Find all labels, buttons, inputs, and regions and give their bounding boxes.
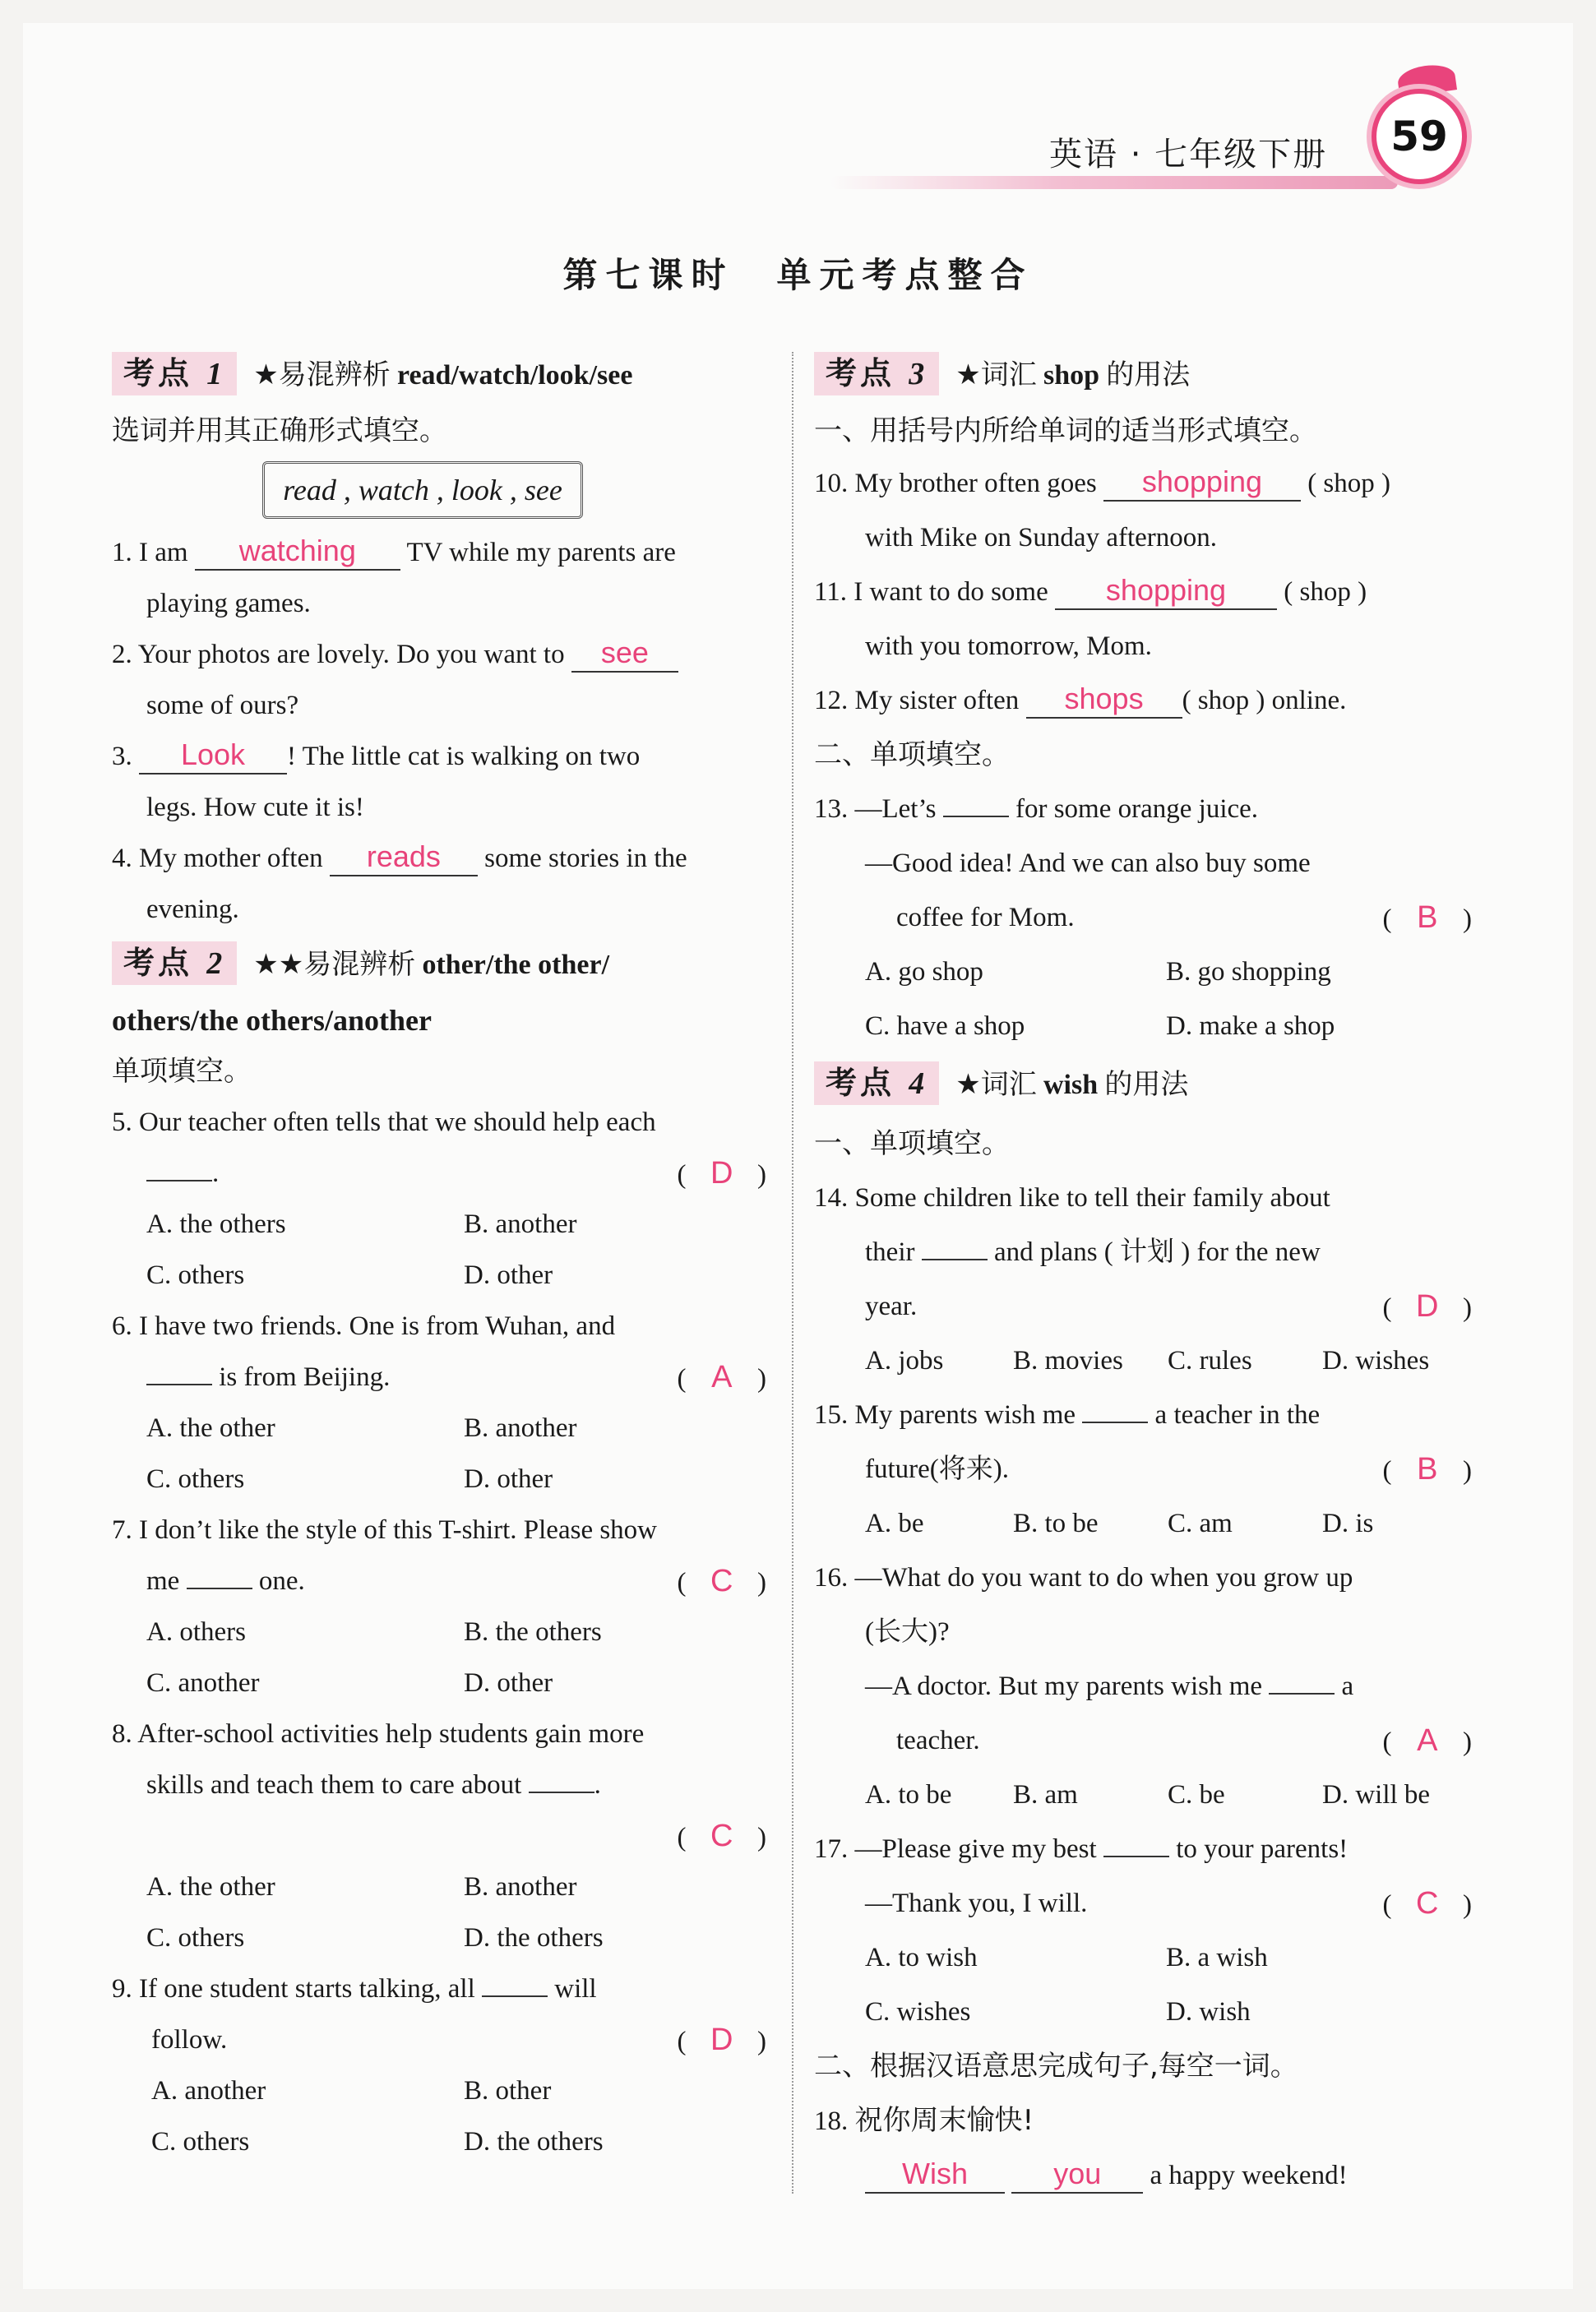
question-13: 13. —Let’s for some orange juice.	[814, 794, 1259, 824]
question-14-cont: their and plans ( 计划 ) for the new	[865, 1237, 1321, 1267]
options	[814, 1931, 1472, 1985]
question-9-cont: follow. ( D )	[112, 2014, 766, 2065]
word-box-row	[79, 456, 766, 527]
option-d[interactable]: D. is	[1322, 1509, 1374, 1538]
question-17-cont: —Thank you, I will. ( C )	[814, 1876, 1472, 1931]
question-13-cont: —Good idea! And we can also buy some	[865, 849, 1311, 878]
answer-bracket: ( C )	[677, 1564, 766, 1598]
option-c[interactable]: C. others	[151, 2127, 250, 2157]
point-2-heading-cont: others/the others/another	[112, 1004, 432, 1037]
question-3-cont: legs. How cute it is!	[146, 793, 364, 822]
question-1-cont: playing games.	[146, 589, 311, 618]
answer-blank[interactable]: reads	[330, 839, 478, 876]
answer-blank[interactable]: Look	[139, 737, 287, 775]
option-c[interactable]: C. others	[146, 1464, 245, 1494]
question-2: 2. Your photos are lovely. Do you want to see	[112, 629, 766, 680]
question-6-cont: is from Beijing. ( A )	[112, 1352, 766, 1403]
question-18: 18. 祝你周末愉快!	[814, 2104, 1034, 2137]
question-10: 10. My brother often goes shopping ( shop )	[814, 456, 1472, 511]
word-box: read , watch , look , see	[262, 461, 583, 519]
option-d[interactable]: D. other	[464, 1260, 553, 1290]
question-11: 11. I want to do some shopping ( shop )	[814, 565, 1472, 619]
point-tag: 考点 1	[112, 352, 237, 395]
options	[112, 1912, 766, 1963]
answer-bracket: ( D )	[677, 2023, 766, 2057]
question-7: 7. I don’t like the style of this T-shirt. Please show	[112, 1515, 658, 1545]
options	[112, 1403, 766, 1454]
option-d[interactable]: D. make a shop	[1166, 1011, 1335, 1041]
point-tag: 考点 2	[112, 941, 237, 985]
option-a[interactable]: A. the other	[146, 1872, 275, 1902]
question-16: 16. —What do you want to do when you grow up	[814, 1563, 1353, 1593]
question-8-answer-row	[112, 1810, 766, 1861]
instruction: 二、根据汉语意思完成句子,每空一词。	[814, 2050, 1298, 2083]
answer-blank[interactable]: shopping	[1055, 572, 1277, 610]
option-c[interactable]: C. am	[1168, 1509, 1233, 1538]
option-c[interactable]: C. wishes	[865, 1997, 971, 2027]
option-a[interactable]: A. be	[865, 1509, 924, 1538]
answer-bracket: ( D )	[677, 1156, 766, 1191]
option-d[interactable]: D. the others	[464, 2127, 604, 2157]
option-d[interactable]: D. the others	[464, 1923, 604, 1953]
answer-blank[interactable]: shopping	[1103, 464, 1301, 502]
answer-blank[interactable]: see	[571, 635, 678, 673]
question-14-cont2: year. ( D )	[814, 1279, 1472, 1334]
column-divider	[792, 352, 793, 2194]
option-b[interactable]: B. other	[464, 2076, 552, 2106]
option-b[interactable]: B. am	[1013, 1780, 1078, 1810]
question-4: 4. My mother often reads some stories in the	[112, 833, 766, 884]
option-d[interactable]: D. wishes	[1322, 1346, 1430, 1376]
lesson-title: 第七课时 单元考点整合	[562, 257, 1034, 295]
answer-blank[interactable]: shops	[1026, 681, 1182, 719]
option-a[interactable]: A. another	[151, 2076, 266, 2106]
options	[814, 999, 1472, 1053]
question-14: 14. Some children like to tell their family about	[814, 1183, 1330, 1213]
right-column	[814, 345, 1472, 2203]
options	[112, 2065, 766, 2116]
question-15: 15. My parents wish me a teacher in the	[814, 1400, 1321, 1430]
options	[112, 1658, 766, 1709]
question-17: 17. —Please give my best to your parents!	[814, 1834, 1349, 1864]
page-number-badge: 59	[1372, 89, 1467, 184]
options	[112, 1454, 766, 1505]
option-a[interactable]: A. others	[146, 1617, 246, 1647]
option-d[interactable]: D. other	[464, 1668, 553, 1698]
option-a[interactable]: A. go shop	[865, 957, 983, 987]
option-c[interactable]: C. be	[1168, 1780, 1225, 1810]
option-c[interactable]: C. others	[146, 1260, 245, 1290]
point-tag: 考点 4	[814, 1061, 939, 1105]
question-11-cont: with you tomorrow, Mom.	[865, 631, 1152, 661]
answer-bracket: ( A )	[1382, 1723, 1472, 1758]
instruction: 一、单项填空。	[814, 1127, 1010, 1160]
header-title: 英语 · 七年级下册	[1049, 136, 1328, 173]
answer-bracket: ( C )	[1382, 1886, 1472, 1921]
point-2-heading: 考点 2 ★★易混辨析 other/the other/	[112, 935, 766, 995]
instruction: 一、用括号内所给单词的适当形式填空。	[814, 414, 1317, 447]
options	[814, 945, 1472, 999]
option-b[interactable]: B. the others	[464, 1617, 602, 1647]
option-c[interactable]: C. others	[146, 1923, 245, 1953]
point-tag: 考点 3	[814, 352, 939, 395]
question-2-cont: some of ours?	[146, 691, 299, 720]
question-10-cont: with Mike on Sunday afternoon.	[865, 523, 1218, 553]
question-18-cont: Wish you a happy weekend!	[814, 2148, 1472, 2203]
option-c[interactable]: C. another	[146, 1668, 260, 1698]
options	[814, 1496, 1472, 1551]
question-16-cont2: —A doctor. But my parents wish me a	[865, 1672, 1354, 1701]
option-a[interactable]: A. the others	[146, 1209, 286, 1239]
question-1: 1. I am watching TV while my parents are	[112, 527, 766, 578]
option-b[interactable]: B. another	[464, 1872, 577, 1902]
option-d[interactable]: D. wish	[1166, 1997, 1251, 2027]
option-d[interactable]: D. will be	[1322, 1780, 1431, 1810]
option-b[interactable]: B. a wish	[1166, 1943, 1268, 1972]
option-c[interactable]: C. have a shop	[865, 1011, 1025, 1041]
point-3-heading: 考点 3 ★词汇 shop 的用法	[814, 345, 1472, 405]
left-column	[112, 345, 766, 2167]
question-13-cont2: coffee for Mom. ( B )	[814, 890, 1472, 945]
question-15-cont: future(将来). ( B )	[814, 1442, 1472, 1496]
question-4-cont: evening.	[146, 895, 239, 924]
question-16-cont: (长大)?	[865, 1617, 950, 1647]
options	[814, 1768, 1472, 1822]
answer-bracket: ( A )	[677, 1360, 766, 1394]
answer-bracket: ( C )	[677, 1819, 766, 1853]
question-12: 12. My sister often shops ( shop ) online.	[814, 673, 1472, 728]
question-16-cont3: teacher. ( A )	[814, 1713, 1472, 1768]
options	[112, 1250, 766, 1301]
option-b[interactable]: B. another	[464, 1413, 577, 1443]
header-band	[830, 176, 1398, 189]
point-4-heading: 考点 4 ★词汇 wish 的用法	[814, 1053, 1472, 1117]
option-a[interactable]: A. jobs	[865, 1346, 944, 1376]
question-5: 5. Our teacher often tells that we should help each	[112, 1107, 656, 1137]
options	[814, 1334, 1472, 1388]
question-9: 9. If one student starts talking, all will	[112, 1974, 597, 2004]
option-d[interactable]: D. other	[464, 1464, 553, 1494]
question-5-cont: . ( D )	[112, 1148, 766, 1199]
answer-blank[interactable]: you	[1011, 2156, 1143, 2194]
answer-bracket: ( B )	[1382, 900, 1472, 935]
options	[112, 2116, 766, 2167]
question-3: 3. Look ! The little cat is walking on two	[112, 731, 766, 782]
option-b[interactable]: B. another	[464, 1209, 577, 1239]
instruction: 选词并用其正确形式填空。	[112, 414, 447, 447]
option-b[interactable]: B. go shopping	[1166, 957, 1331, 987]
answer-blank[interactable]: Wish	[865, 2156, 1005, 2194]
options	[112, 1607, 766, 1658]
question-8: 8. After-school activities help students gain more	[112, 1719, 645, 1749]
option-a[interactable]: A. to be	[865, 1780, 952, 1810]
question-8-cont: skills and teach them to care about .	[146, 1770, 601, 1800]
instruction: 单项填空。	[112, 1055, 252, 1088]
options	[112, 1861, 766, 1912]
option-b[interactable]: B. movies	[1013, 1346, 1123, 1376]
instruction: 二、单项填空。	[814, 738, 1010, 771]
question-7-cont: me one. ( C )	[112, 1556, 766, 1607]
point-1-heading: 考点 1 ★易混辨析 read/watch/look/see	[112, 345, 766, 405]
answer-bracket: ( D )	[1382, 1289, 1472, 1324]
options	[112, 1199, 766, 1250]
option-b[interactable]: B. to be	[1013, 1509, 1099, 1538]
answer-blank[interactable]: watching	[195, 533, 400, 571]
answer-bracket: ( B )	[1382, 1452, 1472, 1487]
option-c[interactable]: C. rules	[1168, 1346, 1252, 1376]
options	[814, 1985, 1472, 2039]
question-6: 6. I have two friends. One is from Wuhan, and	[112, 1311, 616, 1341]
option-a[interactable]: A. to wish	[865, 1943, 978, 1972]
option-a[interactable]: A. the other	[146, 1413, 275, 1443]
